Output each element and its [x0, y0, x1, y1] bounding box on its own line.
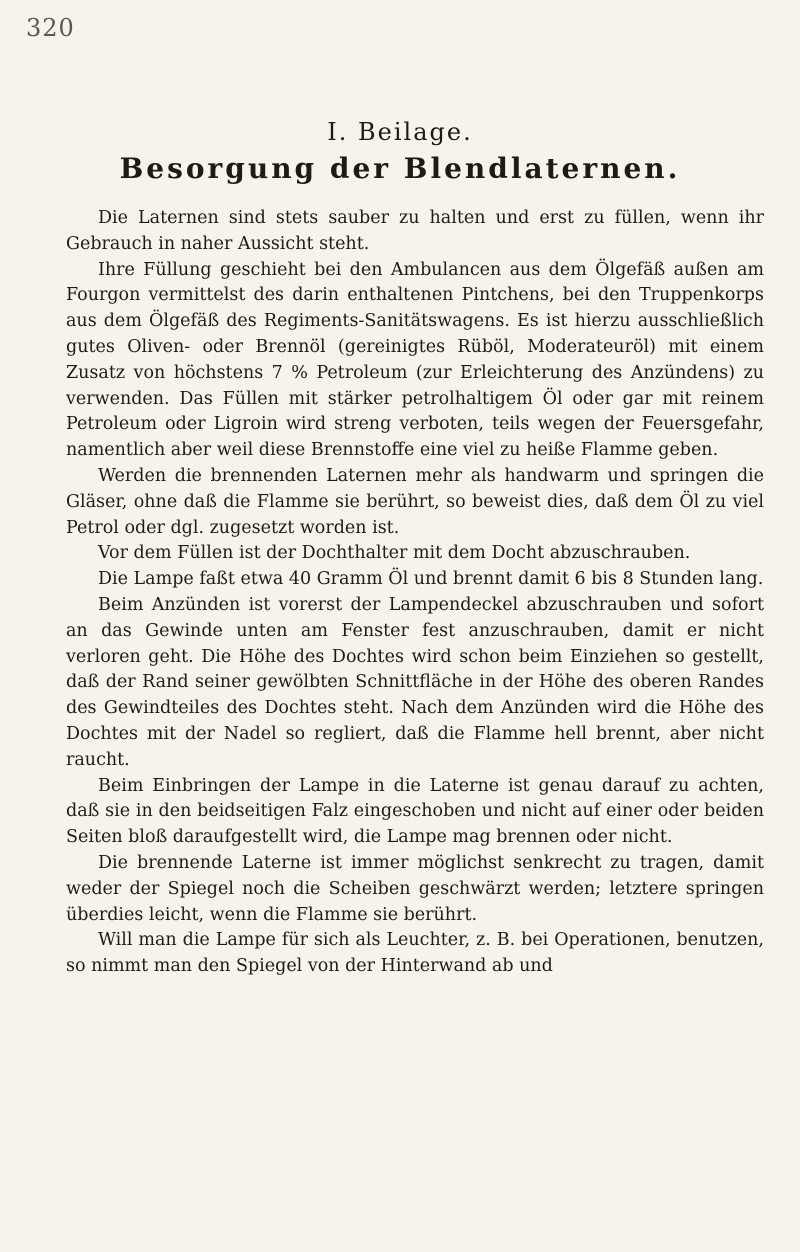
paragraph: Vor dem Füllen ist der Dochthalter mit dem Docht abzuschrauben.	[98, 543, 691, 564]
body-text	[66, 206, 764, 980]
section-title: Besorgung der Blendlaternen.	[119, 152, 681, 185]
paragraph: Die brennende Laterne ist immer möglichst senkrecht zu tragen, damit weder der Spiegel noch die Scheiben geschwärzt werden; letztere springen überdies leicht, wenn die Flamme sie berührt.	[66, 852, 764, 925]
paragraph: Beim Einbringen der Lampe in die Laterne ist genau darauf zu achten, daß sie in den beidseitigen Falz eingeschoben und nicht auf einer oder beiden Seiten bloß daraufgestellt wird, die Lampe mag brennen oder nicht.	[66, 775, 764, 848]
appendix-label: I. Beilage.	[327, 118, 473, 146]
paragraph: Ihre Füllung geschieht bei den Ambulancen aus dem Ölgefäß außen am Fourgon vermittelst des darin enthaltenen Pintchens, bei den Truppenkorps aus dem Ölgefäß des Regiments-Sanitätswagens. Es ist hierzu ausschließlich gutes Oliven- oder Brennöl (gereinigtes Rüböl, Moderateuröl) mit einem Zusatz von höchstens 7 % Petroleum (zur Erleichterung des Anzündens) zu verwenden. Das Füllen mit stärker petrolhaltigem Öl oder gar mit reinem Petroleum oder Ligroin wird streng verboten, teils wegen der Feuersgefahr, namentlich aber weil diese Brennstoffe eine viel zu heiße Flamme geben.	[66, 259, 764, 461]
page-number: 320	[26, 14, 75, 42]
paragraph: Die Laternen sind stets sauber zu halten und erst zu füllen, wenn ihr Gebrauch in naher Aussicht steht.	[66, 208, 764, 254]
paragraph: Will man die Lampe für sich als Leuchter, z. B. bei Operationen, benutzen, so nimmt man den Spiegel von der Hinterwand ab und	[66, 930, 764, 977]
paragraph: Werden die brennenden Laternen mehr als handwarm und springen die Gläser, ohne daß die Flamme sie berührt, so beweist dies, daß dem Öl zu viel Petrol oder dgl. zugesetzt worden ist.	[66, 465, 764, 538]
paragraph: Die Lampe faßt etwa 40 Gramm Öl und brennt damit 6 bis 8 Stunden lang.	[98, 569, 764, 590]
paragraph: Beim Anzünden ist vorerst der Lampendeckel abzuschrauben und sofort an das Gewinde unten am Fenster fest anzuschrauben, damit er nicht verloren geht. Die Höhe des Dochtes wird schon beim Einziehen so gestellt, daß der Rand seiner gewölbten Schnittfläche in der Höhe des oberen Randes des Gewindteiles des Dochtes steht. Nach dem Anzünden wird die Höhe des Dochtes mit der Nadel so regliert, daß die Flamme hell brennt, aber nicht raucht.	[66, 594, 764, 770]
